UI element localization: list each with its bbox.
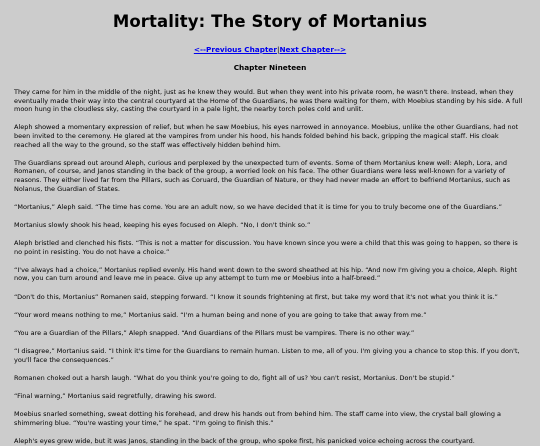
next-chapter-link[interactable]: Next Chapter--> xyxy=(279,45,347,54)
story-paragraph: “Don't do this, Mortanius” Romanen said, stepping forward. “I know it sounds frightening at first, but take my word that it's not what you think it is.” xyxy=(14,292,498,301)
story-paragraph: The Guardians spread out around Aleph, curious and perplexed by the unexpected turn of events. Some of them Mortanius knew well: Aleph, Lora, and Romanen, of course, and Janos standing in the back of the group, a worried look on his face. The other Guardians were less well-known for a variety of reasons. They either lived far from the Pillars, such as Coruard, the Guardian of Nature, or they had never made an effort to befriend Mortanius, such as Nolanus, the Guardian of States. xyxy=(14,158,511,193)
story-paragraph: Aleph's eyes grew wide, but it was Janos, standing in the back of the group, who spoke first, his panicked voice echoing across the courtyard. xyxy=(14,437,475,446)
chapter-navigation xyxy=(14,45,526,54)
story-paragraph: “I've always had a choice,” Mortanius replied evenly. His hand went down to the sword sheathed at his hip. “And now I'm giving you a choice, Aleph. Right now, you can turn around and leave me in peace. Give up any attempt to turn me or Moebius into a half-breed.” xyxy=(14,265,518,283)
story-paragraph: “Final warning,” Mortanius said regretfully, drawing his sword. xyxy=(14,392,217,401)
story-paragraph: “You are a Guardian of the Pillars,” Aleph snapped. “And Guardians of the Pillars must be vampires. There is no other way.” xyxy=(14,329,415,338)
story-paragraph: “Mortanius,” Aleph said. “The time has come. You are an adult now, so we have decided that it is time for you to truly become one of the Guardians.” xyxy=(14,202,502,211)
story-paragraph: Aleph bristled and clenched his fists. “This is not a matter for discussion. You have known since you were a child that this was going to happen, so there is no point in resisting. You do not have a choice.” xyxy=(14,239,518,256)
story-paragraph: Moebius snarled something, sweat dotting his forehead, and drew his hands out from behind him. The staff came into view, the crystal ball glowing a shimmering blue. “You're wasting your time,” he spat. “I'm going to finish this.” xyxy=(14,410,502,427)
chapter-heading: Chapter Nineteen xyxy=(233,63,307,72)
story-paragraph: “Your word means nothing to me,” Mortanius said. “I'm a human being and none of you are going to take that away from me.” xyxy=(14,310,427,319)
story-paragraph: Mortanius slowly shook his head, keeping his eyes focused on Aleph. “No, I don't think so.” xyxy=(14,220,311,229)
story-paragraph: Romanen choked out a harsh laugh. “What do you think you're going to do, fight all of us? You can't resist, Mortanius. Don't be stupid.” xyxy=(14,374,455,382)
page-title: Mortality: The Story of Mortanius xyxy=(112,12,428,31)
previous-chapter-link[interactable]: <--Previous Chapter xyxy=(193,45,277,54)
nav-separator: | xyxy=(276,45,280,54)
story-paragraph: “I disagree,” Mortanius said. “I think it's time for the Guardians to remain human. Listen to me, all of you. I'm giving you a chance to stop this. If you don't, you'll face the consequences.” xyxy=(14,347,520,364)
story-paragraph: They came for him in the middle of the night, just as he knew they would. But when they went into his private room, he wasn't there. Instead, when they eventually made their way into the central courtyard at the Home of the Guardians, he was there waiting for them, with Moebius standing by his side. A full moon hung in the cloudless sky, casting the courtyard in a pale light, the nearby torch poles cold and unlit. xyxy=(14,88,523,114)
page-content xyxy=(0,12,540,446)
story-paragraph: Aleph showed a momentary expression of relief, but when he saw Moebius, his eyes narrowed in annoyance. Moebius, unlike the other Guardians, had not been invited to the ceremony. He glared at the vampires from under his hood, his hands folded behind his back, gripping the magical staff. His cloak reached all the way to the ground, so the staff was effectively hidden behind him. xyxy=(14,123,519,149)
